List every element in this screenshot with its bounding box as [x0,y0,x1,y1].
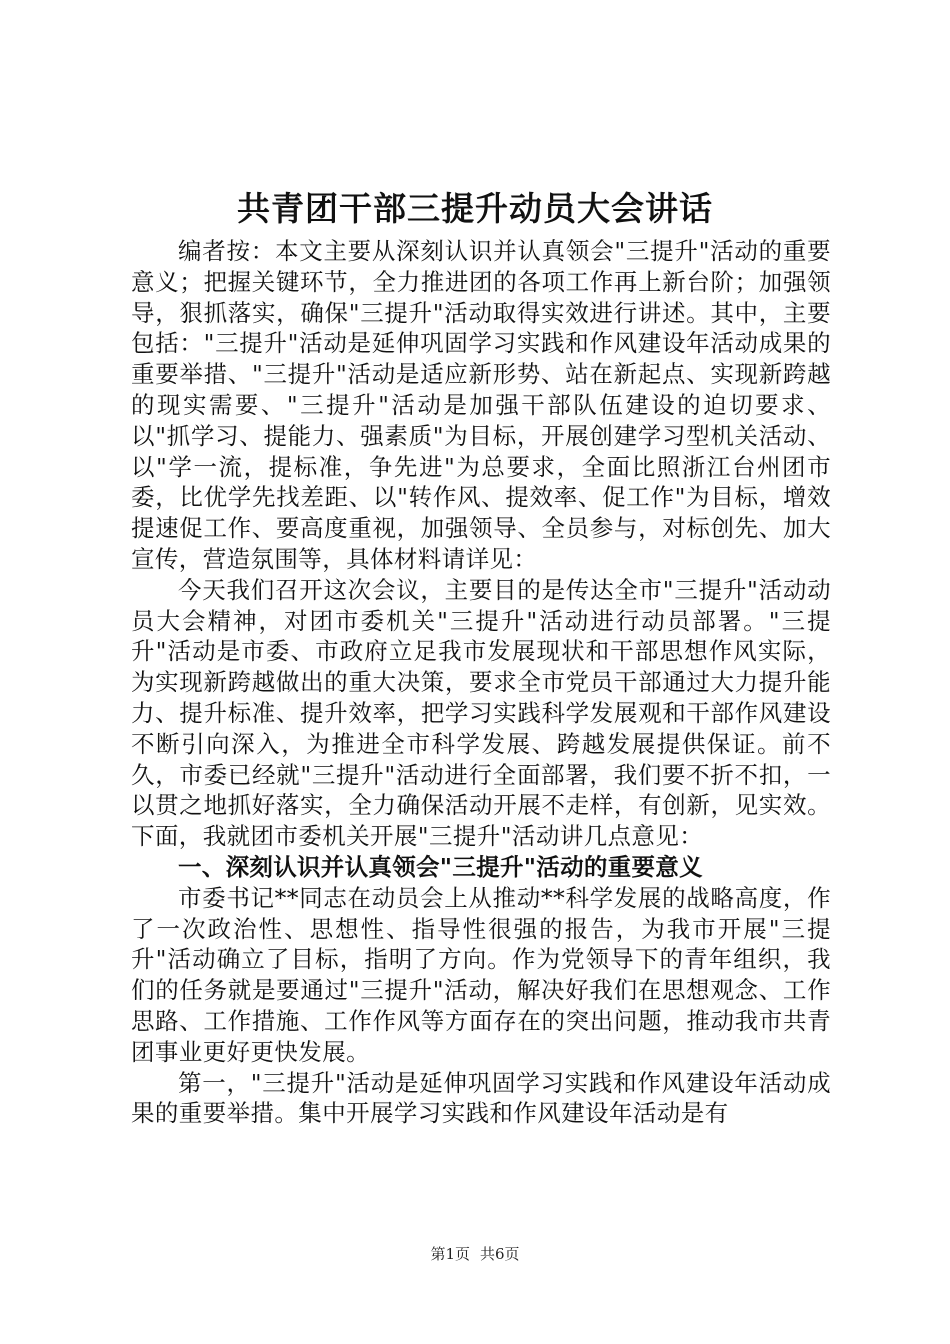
section-paragraph: 第一，"三提升"活动是延伸巩固学习实践和作风建设年活动成果的重要举措。集中开展学习实践和作风建设年活动是有 [131,1068,831,1128]
document-body [131,236,831,1129]
document-title: 共青团干部三提升动员大会讲话 [237,189,713,228]
editor-note-paragraph: 编者按：本文主要从深刻认识并认真领会"三提升"活动的重要意义；把握关键环节，全力推进团的各项工作再上新台阶；加强领导，狠抓落实，确保"三提升"活动取得实效进行讲述。其中，主要包括："三提升"活动是延伸巩固学习实践和作风建设年活动成果的重要举措、"三提升"活动是适应新形势、站在新起点、实现新跨越的现实需要、"三提升"活动是加强干部队伍建设的迫切要求、以"抓学习、提能力、强素质"为目标，开展创建学习型机关活动、以"学一流，提标准，争先进"为总要求，全面比照浙江台州团市委，比优学先找差距、以"转作风、提效率、促工作"为目标，增效提速促工作、要高度重视，加强领导、全员参与，对标创先、加大宣传，营造氛围等，具体材料请详见： [131,237,831,573]
section-paragraph: 市委书记**同志在动员会上从推动**科学发展的战略高度，作了一次政治性、思想性、指导性很强的报告，为我市开展"三提升"活动确立了目标，指明了方向。作为党领导下的青年组织，我们的任务就是要通过"三提升"活动，解决好我们在思想观念、工作思路、工作措施、工作作风等方面存在的突出问题，推动我市共青团事业更好更快发展。 [131,883,831,1066]
page-footer [0,1244,950,1264]
intro-paragraph: 今天我们召开这次会议，主要目的是传达全市"三提升"活动动员大会精神，对团市委机关"三提升"活动进行动员部署。"三提升"活动是市委、市政府立足我市发展现状和干部思想作风实际，为实现新跨越做出的重大决策，要求全市党员干部通过大力提升能力、提升标准、提升效率，把学习实践科学发展观和干部作风建设不断引向深入，为推进全市科学发展、跨越发展提供保证。前不久，市委已经就"三提升"活动进行全面部署，我们要不折不扣，一以贯之地抓好落实，全力确保活动开展不走样，有创新，见实效。下面，我就团市委机关开展"三提升"活动讲几点意见： [131,575,831,851]
page-total: 共6页 [480,1245,520,1263]
section-heading: 一、深刻认识并认真领会"三提升"活动的重要意义 [178,852,703,881]
page-number: 第1页 [430,1245,470,1263]
